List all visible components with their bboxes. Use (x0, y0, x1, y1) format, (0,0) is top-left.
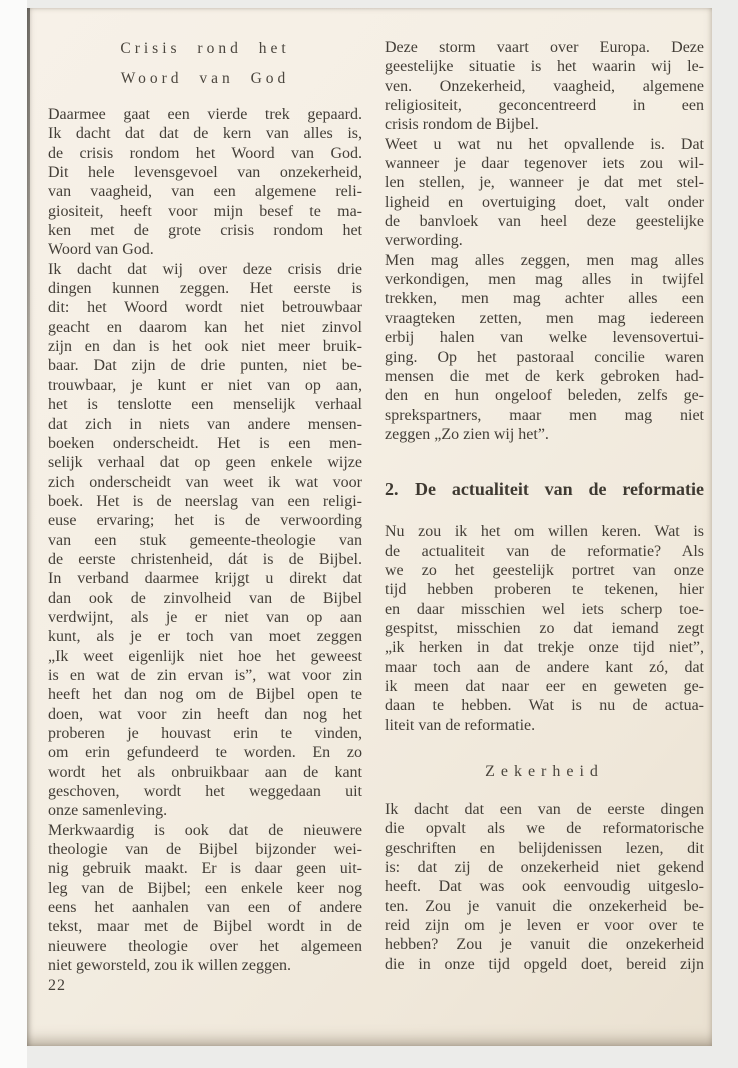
text-line: giositeit, heeft voor mijn besef te ma- (48, 202, 362, 220)
left-column (48, 8, 362, 996)
book-page (27, 8, 712, 1046)
text-line: dingen kunnen zeggen. Het eerste is (48, 280, 362, 298)
text-line: is en wat de zin ervan is”, wat voor zin (48, 666, 362, 684)
text-line: leg van de Bijbel; een enkele keer nog (48, 879, 362, 897)
text-line: baar. Dat zijn de drie punten, niet be- (48, 357, 362, 375)
text-line: ik meen dat naar eer en geweten ge- (385, 677, 704, 695)
text-line: zijn en dan is het ook niet meer bruik- (48, 338, 362, 356)
text-line: kunt, als je er toch van moet zeggen (48, 628, 362, 646)
text-line: nig gebruik maakt. Er is daar geen uit- (48, 860, 362, 878)
right-column (385, 8, 704, 974)
text-line: maar toch aan de andere kant zó, dat (385, 658, 704, 676)
text-line: liteit van de reformatie. (385, 716, 536, 734)
text-line: theologie van de Bijbel bijzonder wei- (48, 841, 362, 859)
text-line: Dit hele levensgevoel van onzekerheid, (48, 164, 362, 182)
text-line: trouwbaar, je kunt er niet van op aan, (48, 376, 362, 394)
text-line: onze samenleving. (48, 802, 168, 820)
text-line: Ik dacht dat een van de eerste dingen (385, 801, 704, 818)
section-number: 2. (385, 479, 399, 500)
text-line: heeft het dan nog om de Bijbel open te (48, 686, 362, 704)
text-line: boek. Het is de neerslag van een religi- (48, 492, 362, 510)
paragraph (48, 105, 362, 260)
text-line: verkondigen, men mag alles in twijfel (385, 271, 704, 289)
subheading-zekerheid: Zekerheid (485, 763, 604, 780)
text-line: van vaagheid, van een algemene reli- (48, 183, 362, 201)
paragraph (48, 260, 362, 821)
text-line: om erin gefundeerd te worden. En zo (48, 744, 362, 762)
text-line: „Ik weet eigenlijk niet hoe het geweest (48, 647, 362, 665)
text-line: daan te hebben. Wat is nu de actua- (385, 697, 704, 715)
text-line: len stellen, je, wanneer je dat met stel- (385, 174, 704, 192)
text-line: het is tenslotte een menselijk verhaal (48, 396, 362, 414)
paragraph (385, 135, 704, 251)
text-line: we zo het geestelijk portret van onze (385, 561, 704, 579)
chapter-title-line-1: Crisis rond het (120, 40, 290, 57)
text-line: die opvalt als we de reformatorische (385, 820, 704, 838)
text-line: de crisis rondom het Woord van God. (48, 144, 362, 162)
text-line: mensen die met de kerk gebroken had- (385, 367, 704, 385)
text-line: eens het aanhalen van een of andere (48, 899, 362, 917)
text-line: wordt het als onbruikbaar aan de kant (48, 763, 362, 781)
text-line: verwording. (385, 232, 463, 250)
chapter-title (48, 34, 362, 94)
text-line: dat zich in niets van andere mensen- (48, 415, 362, 433)
text-line: sprekspartners, maar men mag niet (385, 406, 704, 424)
text-line: geacht en daarom kan het niet zinvol (48, 318, 362, 336)
text-line: Ik dacht dat wij over deze crisis drie (48, 260, 362, 278)
text-line: erbij halen van welke levensovertui- (385, 329, 704, 347)
text-line: den en hun ongeloof beleden, zelfs ge- (385, 387, 704, 405)
text-line: zeggen „Zo zien wij het”. (385, 425, 549, 443)
text-line: hebben? Zou je vanuit die onzekerheid (385, 936, 704, 954)
text-line: geestelijke situatie is het waarin wij le- (385, 58, 704, 76)
paragraph (385, 800, 704, 974)
section-title: De actualiteit van de reformatie (415, 479, 704, 500)
text-line: Ik dacht dat dat de kern van alles is, (48, 125, 362, 143)
text-line: Nu zou ik het om willen keren. Wat is (385, 523, 704, 541)
text-line: „ik herken in dat trekje onze tijd niet”, (385, 639, 704, 657)
text-line: In verband daarmee krijgt u direkt dat (48, 570, 362, 588)
chapter-title-line-2: Woord van God (120, 70, 290, 87)
text-line: ken met de grote crisis rondom het (48, 222, 362, 240)
text-line: de actualiteit van de reformatie? Als (385, 542, 704, 560)
text-line: Weet u wat nu het opvallende is. Dat (385, 135, 704, 153)
text-line: gespitst, misschien zo dat iemand zegt (385, 619, 704, 637)
paragraph (385, 38, 704, 135)
text-line: van een stuk gemeente-theologie van (48, 531, 362, 549)
text-line: niet geworsteld, zou ik willen zeggen. (48, 957, 292, 975)
text-line: dan ook de zinvolheid van de Bijbel (48, 589, 362, 607)
text-line: heeft. Dat was ook eenvoudig uitgeslo- (385, 878, 704, 896)
closing-text (385, 800, 704, 974)
text-line: crisis rondom de Bijbel. (385, 116, 539, 134)
text-line: ging. Op het pastoraal concilie waren (385, 348, 704, 366)
text-line: Woord van God. (48, 241, 154, 259)
text-line: reid zijn om je leven er voor over te (385, 917, 704, 935)
text-line: de banvloek van heel deze geestelijke (385, 213, 704, 231)
section-text (385, 522, 704, 735)
paragraph (48, 821, 362, 976)
text-line: en daar misschien wel iets scherp toe- (385, 600, 704, 618)
text-line: Merkwaardig is ook dat de nieuwere (48, 821, 362, 839)
text-line: ten. Zou je vanuit die onzekerheid be- (385, 897, 704, 915)
text-line: tekst, maar met de Bijbel wordt in de (48, 918, 362, 936)
text-line: religiositeit, geconcentreerd in een (385, 97, 704, 115)
paragraph (385, 522, 704, 735)
text-line: euse ervaring; het is de verwoording (48, 512, 362, 530)
scan-background-strip (0, 0, 27, 1068)
text-line: dit: het Woord wordt niet betrouwbaar (48, 299, 362, 317)
text-line: is: dat zij de onzekerheid niet gekend (385, 859, 704, 877)
text-line: die in onze tijd opgeld doet, bereid zijn (385, 955, 704, 973)
paragraph (385, 251, 704, 444)
text-line: ligheid en overtuiging doet, valt onder (385, 193, 704, 211)
text-line: geschoven, wordt het weggedaan uit (48, 783, 362, 801)
text-line: trekken, men mag achter alles een (385, 290, 704, 308)
text-line: proberen je houvast erin te vinden, (48, 725, 362, 742)
text-line: Daarmee gaat een vierde trek gepaard. (48, 106, 362, 123)
text-line: ven. Onzekerheid, vaagheid, algemene (385, 77, 704, 95)
text-line: selijk verhaal dat op geen enkele wijze (48, 454, 362, 472)
text-line: verdwijnt, als je er niet van op aan (48, 608, 362, 626)
text-line: doen, wat voor zin heeft dan nog het (48, 705, 362, 723)
text-line: boeken onderscheidt. Het is een men- (48, 434, 362, 452)
left-column-text (48, 105, 362, 975)
text-line: geschriften en belijdenissen lezen, dit (385, 839, 704, 857)
text-line: Deze storm vaart over Europa. Deze (385, 39, 704, 56)
text-line: nieuwere theologie over het algemeen (48, 937, 362, 955)
text-line: vraagteken zetten, men mag iedereen (385, 309, 704, 327)
text-line: Men mag alles zeggen, men mag alles (385, 251, 704, 269)
section-heading (385, 478, 704, 500)
text-line: tijd hebben proberen te tekenen, hier (385, 581, 704, 599)
text-line: de eerste christenheid, dát is de Bijbel. (48, 550, 362, 568)
page-number: 22 (48, 977, 66, 995)
right-column-intro-text (385, 38, 704, 444)
text-line: zich onderscheidt van weet ik wat voor (48, 473, 362, 491)
text-line: wanneer je daar tegenover iets zou wil- (385, 155, 704, 173)
